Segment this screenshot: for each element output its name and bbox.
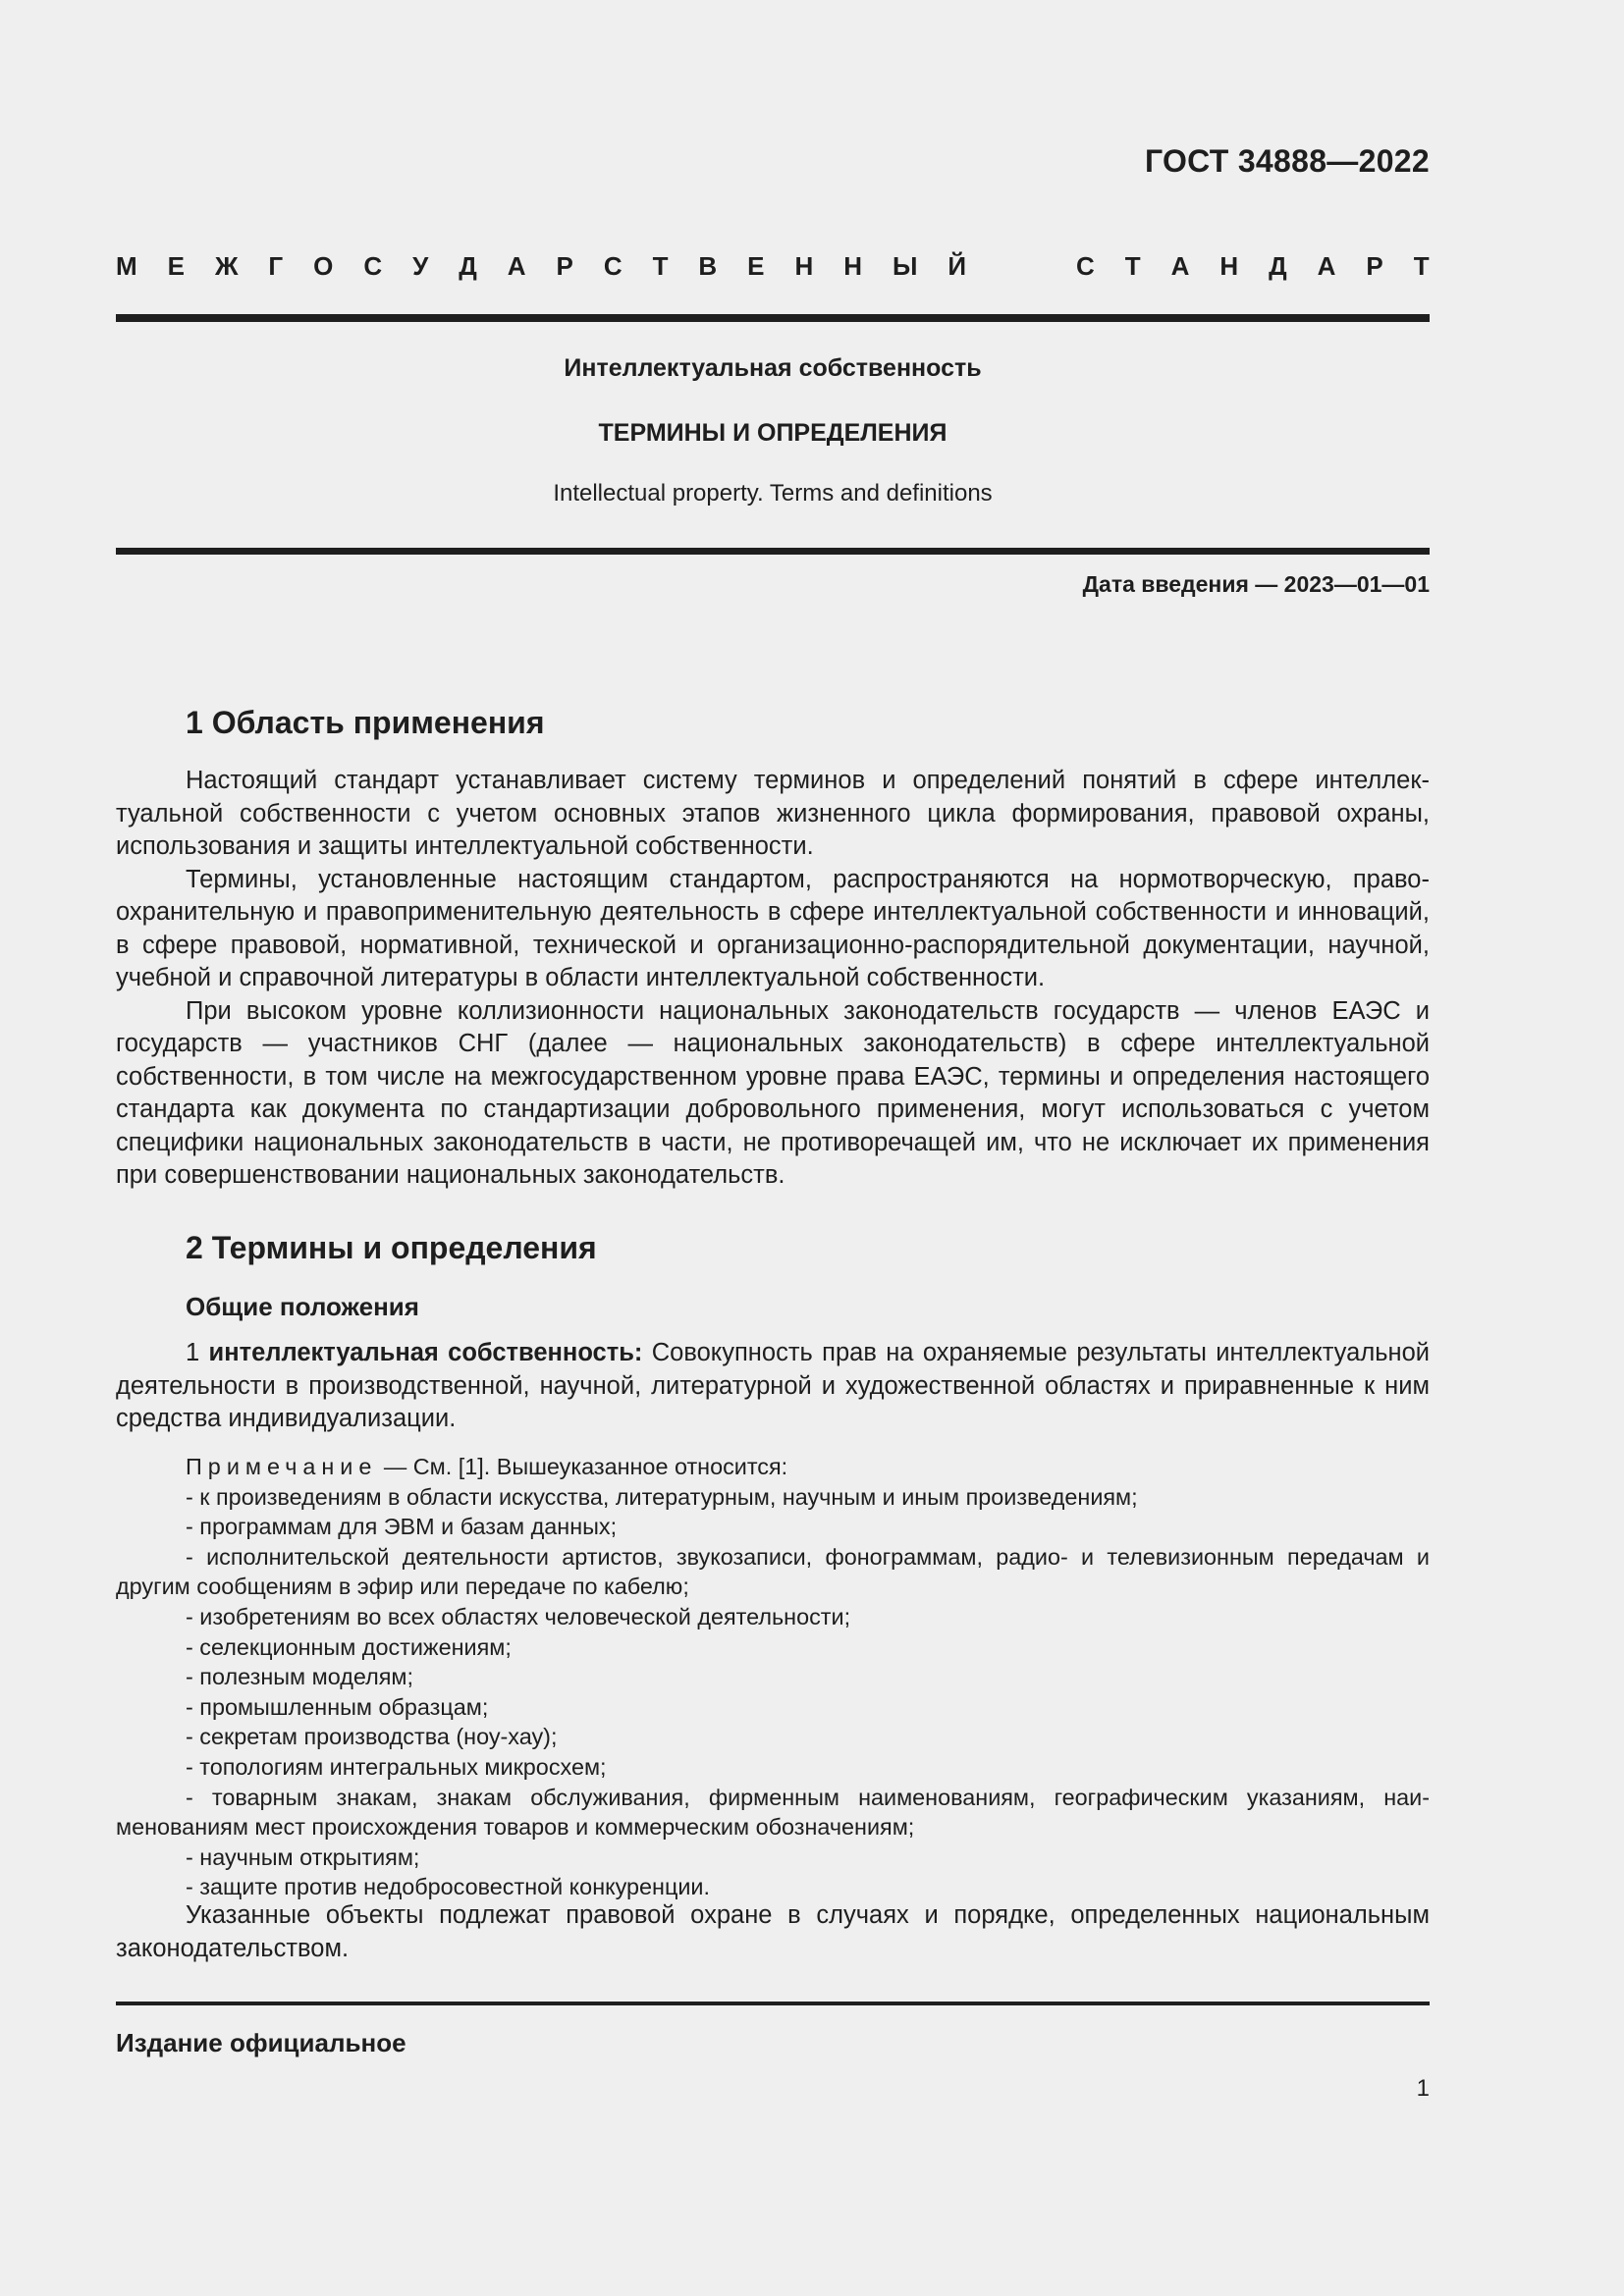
section-1-paragraph: Термины, установленные настоящим стандартом, распространяются на нормотворческую, правоохранительную и правоприменительную деятельность в сфере интеллектуальной собственности и инноваций, в сфере правовой, нормативной, технической и организационно-распорядительной документации, научной, учебной и справочной литературы в области интеллектуальной собственности. bbox=[116, 865, 1430, 991]
top-divider bbox=[116, 314, 1430, 322]
note-list-item: - полезным моделям; bbox=[186, 1664, 413, 1690]
banner-letter: С bbox=[603, 251, 623, 281]
banner-letter: Й bbox=[947, 251, 967, 281]
banner-letter: Г bbox=[268, 251, 284, 281]
page-number: 1 bbox=[1416, 2075, 1430, 2102]
note-label: Примечание bbox=[186, 1454, 378, 1479]
term-entry bbox=[116, 1337, 1430, 1436]
note-list-item: - промышленным образцам; bbox=[186, 1693, 489, 1720]
note-list-item: - изобретениям во всех областях человеческой деятельности; bbox=[186, 1603, 851, 1629]
section-1-body bbox=[116, 765, 1430, 1193]
title-english: Intellectual property. Terms and definitions bbox=[553, 480, 993, 507]
note-list-item: - к произведениям в области искусства, литературным, научным и иным произведениям; bbox=[186, 1483, 1138, 1510]
banner-letter: Т bbox=[1124, 251, 1141, 281]
banner-letter: Т bbox=[652, 251, 669, 281]
section-1-paragraph: При высоком уровне коллизионности национальных законодательств государств — членов ЕАЭС и государств — участников СНГ (далее — национальных законодательств) в сфере интеллектуальной собственности, в том числе на межгосударственном уровне права ЕАЭС, термины и определения настоящего стандарта как документа по стандартизации добровольного применения, могут использоваться с учетом специфики национальных законодательств в части, не противоречащей им, что не исключает их применения при совершенствовании национальных законодательств. bbox=[116, 996, 1430, 1189]
title-russian: Интеллектуальная собственность bbox=[564, 354, 982, 382]
banner-letter: В bbox=[698, 251, 718, 281]
title-terms: ТЕРМИНЫ И ОПРЕДЕЛЕНИЯ bbox=[598, 419, 947, 447]
note-list-item: - топологиям интегральных микросхем; bbox=[186, 1753, 607, 1780]
banner-letter: Д bbox=[1269, 251, 1287, 281]
banner-letter: Е bbox=[167, 251, 185, 281]
banner-letter: Н bbox=[1219, 251, 1239, 281]
banner-letter: Ы bbox=[892, 251, 918, 281]
term-name: интеллектуальная собственность: bbox=[208, 1339, 643, 1366]
note-list-item: - исполнительской деятельности артистов, звукозаписи, фонограммам, радио- и телевизионным передачам и другим сообщениям в эфир или передаче по кабелю; bbox=[116, 1543, 1430, 1600]
title-divider bbox=[116, 548, 1430, 555]
note-intro: — См. [1]. Вышеуказанное относится: bbox=[377, 1454, 788, 1479]
banner-letter: Т bbox=[1413, 251, 1430, 281]
note-list-item: - научным открытиям; bbox=[186, 1843, 420, 1870]
note-list-item: - защите против недобросовестной конкуренции. bbox=[186, 1874, 710, 1900]
banner-letter: А bbox=[1317, 251, 1336, 281]
banner-letter: А bbox=[1170, 251, 1190, 281]
banner-letter: У bbox=[412, 251, 429, 281]
banner-word-gap bbox=[997, 251, 1046, 282]
note-list-item: - программам для ЭВМ и базам данных; bbox=[186, 1514, 618, 1540]
standard-type-banner bbox=[116, 251, 1430, 282]
banner-letter: Н bbox=[843, 251, 863, 281]
banner-letter: О bbox=[313, 251, 334, 281]
term-definition: Совокупность прав на охраняемые результаты интеллектуальной деятельности в производственной, научной, литературной и художественной областях и приравненные к ним средства индивидуализации. bbox=[116, 1339, 1430, 1432]
note-intro-line bbox=[116, 1452, 1430, 1482]
banner-letter: А bbox=[507, 251, 526, 281]
introduction-date: Дата введения — 2023—01—01 bbox=[1082, 571, 1430, 597]
note-list-item: - селекционным достижениям; bbox=[186, 1633, 512, 1660]
section-2-subheading: Общие положения bbox=[186, 1292, 419, 1321]
section-2-heading: 2 Термины и определения bbox=[186, 1230, 597, 1265]
banner-letter: Р bbox=[1366, 251, 1383, 281]
final-paragraph-text: Указанные объекты подлежат правовой охране в случаях и порядке, определенных национальным законодательством. bbox=[116, 1901, 1430, 1962]
final-paragraph bbox=[116, 1899, 1430, 1965]
footer-divider bbox=[116, 2002, 1430, 2005]
banner-letter: Е bbox=[747, 251, 765, 281]
term-number: 1 bbox=[186, 1339, 200, 1366]
banner-letter: Ж bbox=[214, 251, 239, 281]
banner-letter: Р bbox=[556, 251, 573, 281]
note-list-item: - секретам производства (ноу-хау); bbox=[186, 1724, 558, 1750]
section-1-heading: 1 Область применения bbox=[186, 705, 545, 740]
section-1-paragraph: Настоящий стандарт устанавливает систему терминов и определений понятий в сфере интеллектуальной собственности с учетом основных этапов жизненного цикла формирования, правовой охраны, использования и защиты интеллектуальной собственности. bbox=[116, 767, 1430, 860]
term-note bbox=[116, 1452, 1430, 1902]
gost-number: ГОСТ 34888—2022 bbox=[1144, 143, 1430, 179]
term-definition-paragraph bbox=[116, 1337, 1430, 1436]
edition-label: Издание официальное bbox=[116, 2028, 406, 2057]
note-list-item: - товарным знакам, знакам обслуживания, фирменным наименованиям, географическим указаниям, наименованиям мест происхождения товаров и коммерческим обозначениям; bbox=[116, 1784, 1430, 1841]
banner-letter: Н bbox=[794, 251, 814, 281]
banner-letter: М bbox=[116, 251, 137, 281]
banner-letter: С bbox=[363, 251, 383, 281]
banner-letter: С bbox=[1076, 251, 1095, 281]
banner-letter: Д bbox=[459, 251, 477, 281]
